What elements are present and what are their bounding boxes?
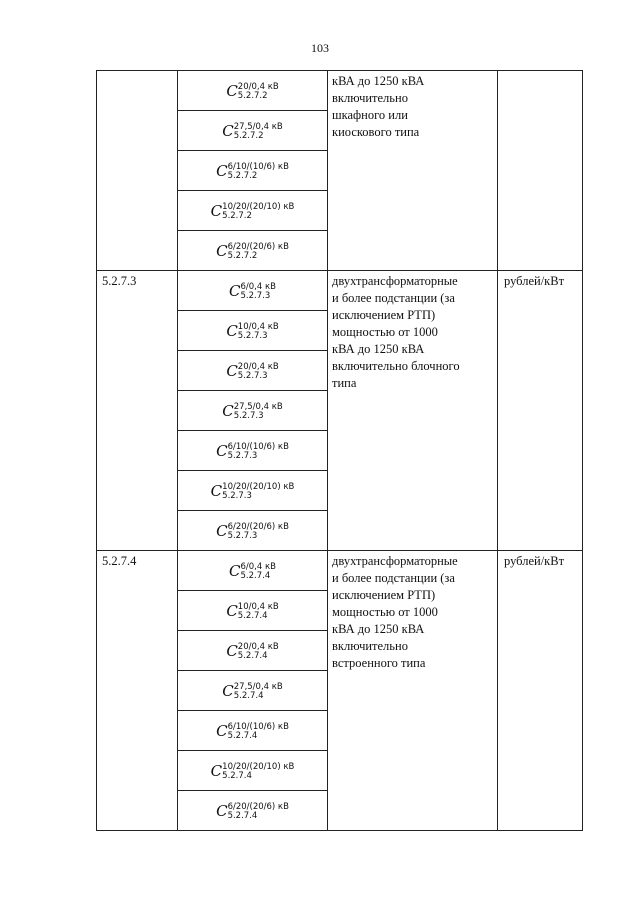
formula-symbol: C bbox=[226, 82, 238, 100]
formula-superscript: 10/0,4 кВ bbox=[237, 602, 279, 612]
formula-cell bbox=[178, 711, 328, 751]
formula-superscript: 6/20/(20/6) кВ bbox=[227, 522, 289, 532]
formula-symbol: C bbox=[222, 402, 234, 420]
formula-subscript: 5.2.7.3 bbox=[222, 491, 252, 501]
formula-symbol: C bbox=[216, 802, 228, 820]
formula-symbol: C bbox=[216, 242, 228, 260]
page-number: 103 bbox=[311, 41, 329, 55]
rate-formula bbox=[226, 360, 278, 381]
formula-subscript: 5.2.7.4 bbox=[237, 651, 268, 661]
item-description bbox=[328, 71, 498, 271]
formula-superscript: 6/0,4 кВ bbox=[240, 282, 276, 292]
rate-formula bbox=[216, 520, 289, 541]
formula-symbol: C bbox=[226, 602, 238, 620]
formula-subscript: 5.2.7.3 bbox=[237, 371, 268, 381]
item-unit: рублей/кВт bbox=[498, 271, 583, 551]
rate-formula bbox=[226, 600, 278, 621]
formula-superscript: 10/0,4 кВ bbox=[237, 322, 279, 332]
formula-subscript: 5.2.7.3 bbox=[237, 331, 268, 341]
formula-symbol: C bbox=[210, 202, 223, 220]
rate-formula bbox=[216, 800, 289, 821]
formula-symbol: C bbox=[216, 162, 228, 180]
formula-superscript: 6/10/(10/6) кВ bbox=[227, 162, 289, 172]
rate-formula bbox=[226, 80, 278, 101]
formula-superscript: 27,5/0,4 кВ bbox=[233, 682, 283, 692]
formula-cell bbox=[178, 511, 328, 551]
formula-symbol: C bbox=[229, 282, 241, 300]
formula-subscript: 5.2.7.2 bbox=[227, 251, 258, 261]
formula-superscript: 6/0,4 кВ bbox=[240, 562, 276, 572]
rate-formula bbox=[229, 560, 276, 581]
formula-superscript: 27,5/0,4 кВ bbox=[233, 122, 283, 132]
formula-cell bbox=[178, 271, 328, 311]
rate-formula bbox=[226, 640, 278, 661]
formula-subscript: 5.2.7.2 bbox=[222, 211, 252, 221]
formula-subscript: 5.2.7.2 bbox=[233, 131, 264, 141]
formula-superscript: 10/20/(20/10) кВ bbox=[222, 202, 295, 212]
formula-superscript: 27,5/0,4 кВ bbox=[233, 402, 283, 412]
formula-symbol: C bbox=[216, 722, 228, 740]
rate-formula bbox=[226, 320, 278, 341]
formula-symbol: C bbox=[226, 322, 238, 340]
formula-cell bbox=[178, 631, 328, 671]
formula-symbol: C bbox=[222, 122, 234, 140]
formula-cell bbox=[178, 751, 328, 791]
formula-symbol: C bbox=[210, 762, 223, 780]
formula-cell bbox=[178, 671, 328, 711]
formula-cell bbox=[178, 311, 328, 351]
formula-symbol: C bbox=[226, 362, 238, 380]
formula-symbol: C bbox=[229, 562, 241, 580]
formula-cell bbox=[178, 551, 328, 591]
rate-formula bbox=[216, 160, 289, 181]
formula-cell bbox=[178, 231, 328, 271]
formula-subscript: 5.2.7.4 bbox=[237, 611, 268, 621]
formula-superscript: 10/20/(20/10) кВ bbox=[222, 762, 295, 772]
item-code: 5.2.7.3 bbox=[97, 271, 178, 551]
item-unit bbox=[498, 71, 583, 271]
formula-cell bbox=[178, 151, 328, 191]
formula-subscript: 5.2.7.4 bbox=[227, 811, 258, 821]
formula-cell bbox=[178, 111, 328, 151]
table-row bbox=[97, 551, 583, 591]
formula-cell bbox=[178, 351, 328, 391]
formula-superscript: 10/20/(20/10) кВ bbox=[222, 482, 295, 492]
formula-cell bbox=[178, 191, 328, 231]
formula-superscript: 20/0,4 кВ bbox=[237, 82, 279, 92]
rate-formula bbox=[211, 480, 295, 501]
rate-formula bbox=[222, 680, 282, 701]
formula-subscript: 5.2.7.3 bbox=[227, 451, 258, 461]
rate-formula bbox=[229, 280, 276, 301]
rate-formula bbox=[216, 720, 289, 741]
item-code: 5.2.7.4 bbox=[97, 551, 178, 831]
rate-formula bbox=[211, 200, 295, 221]
formula-subscript: 5.2.7.3 bbox=[227, 531, 258, 541]
formula-superscript: 6/10/(10/6) кВ bbox=[227, 722, 289, 732]
item-code bbox=[97, 71, 178, 271]
formula-subscript: 5.2.7.4 bbox=[227, 731, 258, 741]
tariff-table bbox=[96, 70, 583, 831]
rate-formula bbox=[216, 240, 289, 261]
formula-symbol: C bbox=[216, 522, 228, 540]
formula-cell bbox=[178, 591, 328, 631]
rate-formula bbox=[222, 400, 282, 421]
formula-superscript: 6/20/(20/6) кВ bbox=[227, 242, 289, 252]
description-text: двухтрансформаторные и более подстанции (за исключением РТП) мощностью от 1000 кВА до 1250 кВА включительно встроенного типа bbox=[332, 554, 458, 670]
item-description bbox=[328, 271, 498, 551]
rate-formula bbox=[211, 760, 295, 781]
formula-cell bbox=[178, 391, 328, 431]
table-row bbox=[97, 271, 583, 311]
description-text: кВА до 1250 кВА включительно шкафного или киоскового типа bbox=[332, 74, 425, 139]
table-row bbox=[97, 71, 583, 111]
formula-cell bbox=[178, 71, 328, 111]
formula-symbol: C bbox=[216, 442, 228, 460]
formula-cell bbox=[178, 471, 328, 511]
formula-symbol: C bbox=[210, 482, 223, 500]
formula-cell bbox=[178, 791, 328, 831]
formula-subscript: 5.2.7.4 bbox=[240, 571, 271, 581]
formula-symbol: C bbox=[222, 682, 234, 700]
rate-formula bbox=[216, 440, 289, 461]
formula-subscript: 5.2.7.2 bbox=[227, 171, 258, 181]
rate-formula bbox=[222, 120, 282, 141]
formula-superscript: 6/10/(10/6) кВ bbox=[227, 442, 289, 452]
description-text: двухтрансформаторные и более подстанции (за исключением РТП) мощностью от 1000 кВА до 1250 кВА включительно блочного типа bbox=[332, 274, 460, 390]
item-description bbox=[328, 551, 498, 831]
formula-subscript: 5.2.7.2 bbox=[237, 91, 268, 101]
formula-subscript: 5.2.7.3 bbox=[240, 291, 271, 301]
formula-subscript: 5.2.7.3 bbox=[233, 411, 264, 421]
formula-subscript: 5.2.7.4 bbox=[233, 691, 264, 701]
formula-superscript: 20/0,4 кВ bbox=[237, 642, 279, 652]
item-unit: рублей/кВт bbox=[498, 551, 583, 831]
formula-superscript: 6/20/(20/6) кВ bbox=[227, 802, 289, 812]
formula-superscript: 20/0,4 кВ bbox=[237, 362, 279, 372]
formula-cell bbox=[178, 431, 328, 471]
formula-subscript: 5.2.7.4 bbox=[222, 771, 252, 781]
formula-symbol: C bbox=[226, 642, 238, 660]
